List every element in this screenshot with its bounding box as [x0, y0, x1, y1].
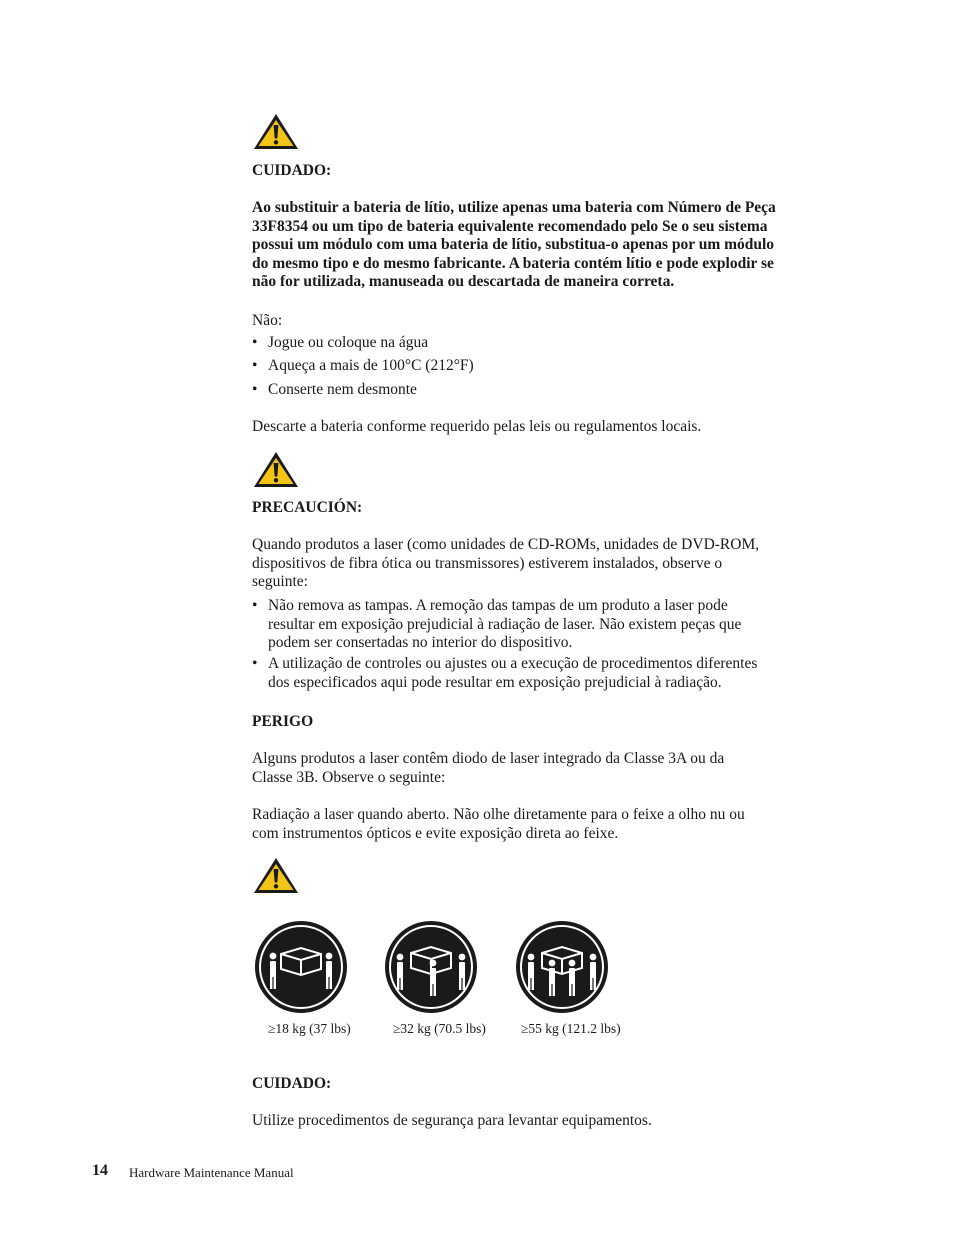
bullet-glyph: • — [252, 655, 258, 673]
three-person-lift-icon — [384, 920, 478, 1014]
precaucion-heading: PRECAUCIÓN: — [252, 499, 363, 516]
list-item — [252, 334, 474, 353]
laser-intro-line: dispositivos de fibra ótica ou transmissores) estiverem instalados, observe o — [252, 554, 723, 572]
laser-radiation-line: Radiação a laser quando aberto. Não olhe diretamente para o feixe a olho nu ou — [252, 806, 745, 823]
nao-label: Não: — [252, 312, 283, 329]
lifting-caution-text: Utilize procedimentos de segurança para levantar equipamentos. — [252, 1112, 652, 1129]
list-item-text: podem ser consertadas no interior do dispositivo. — [268, 634, 573, 652]
laser-intro — [252, 536, 759, 592]
laser-class-line: Alguns produtos a laser contêm diodo de laser integrado da Classe 3A ou da — [252, 750, 725, 767]
weight-label: ≥32 kg (70.5 lbs) — [393, 1021, 486, 1036]
bullet-glyph: • — [252, 357, 258, 375]
battery-warning-line: 33F8354 ou um tipo de bateria equivalente recomendado pelo Se o seu sistema — [252, 217, 768, 235]
bullet-glyph: • — [252, 334, 258, 351]
battery-warning-line: Ao substituir a bateria de lítio, utilize apenas uma bateria com Número de Peça — [252, 199, 776, 216]
warning-triangle-icon — [252, 855, 300, 895]
laser-radiation-line: com instrumentos ópticos e evite exposição direta ao feixe. — [252, 824, 619, 842]
laser-bullet-list — [252, 597, 757, 692]
list-item-text: Jogue ou coloque na água — [268, 334, 429, 351]
battery-warning-line: não for utilizada, manuseada ou descartada de maneira correta. — [252, 273, 675, 291]
warning-triangle-icon — [252, 111, 300, 151]
bullet-glyph: • — [252, 597, 258, 614]
lifting-caution-heading: CUIDADO: — [252, 1075, 332, 1092]
battery-bullet-list — [252, 334, 474, 399]
list-item-text: dos especificados aqui pode resultar em exposição prejudicial à radiação. — [268, 673, 722, 691]
battery-warning-line: possui um módulo com uma bateria de lítio, substitua-o apenas por um módulo — [252, 236, 775, 254]
bullet-glyph: • — [252, 380, 258, 398]
two-person-lift-icon — [254, 920, 348, 1014]
caution-heading: CUIDADO: — [252, 162, 332, 179]
laser-class-text — [252, 750, 724, 787]
list-item — [252, 357, 474, 376]
laser-intro-line: seguinte: — [252, 573, 308, 591]
battery-warning-line: do mesmo tipo e do mesmo fabricante. A bateria contém lítio e pode explodir se — [252, 254, 774, 272]
list-item-text: A utilização de controles ou ajustes ou a execução de procedimentos diferentes — [268, 655, 758, 673]
list-item — [252, 597, 757, 653]
list-item-text: Aqueça a mais de 100°C (212°F) — [268, 357, 474, 375]
laser-class-line: Classe 3B. Observe o seguinte: — [252, 768, 446, 786]
laser-intro-line: Quando produtos a laser (como unidades de CD-ROMs, unidades de DVD-ROM, — [252, 536, 760, 553]
four-person-lift-icon — [515, 920, 609, 1014]
laser-radiation-text — [252, 806, 745, 843]
list-item-text: resultar em exposição prejudicial à radiação de laser. Não existem peças que — [268, 615, 742, 633]
page-number: 14 — [92, 1162, 108, 1179]
weight-label: ≥55 kg (121.2 lbs) — [521, 1021, 621, 1036]
weight-label: ≥18 kg (37 lbs) — [268, 1021, 351, 1036]
list-item-text: Conserte nem desmonte — [268, 380, 417, 398]
warning-triangle-icon — [252, 449, 300, 489]
list-item-text: Não remova as tampas. A remoção das tampas de um produto a laser pode — [268, 597, 728, 614]
list-item — [252, 655, 757, 692]
list-item — [252, 381, 474, 400]
manual-title: Hardware Maintenance Manual — [129, 1165, 294, 1180]
perigo-heading: PERIGO — [252, 713, 314, 730]
battery-warning — [252, 199, 852, 292]
disposal-text: Descarte a bateria conforme requerido pelas leis ou regulamentos locais. — [252, 418, 702, 435]
